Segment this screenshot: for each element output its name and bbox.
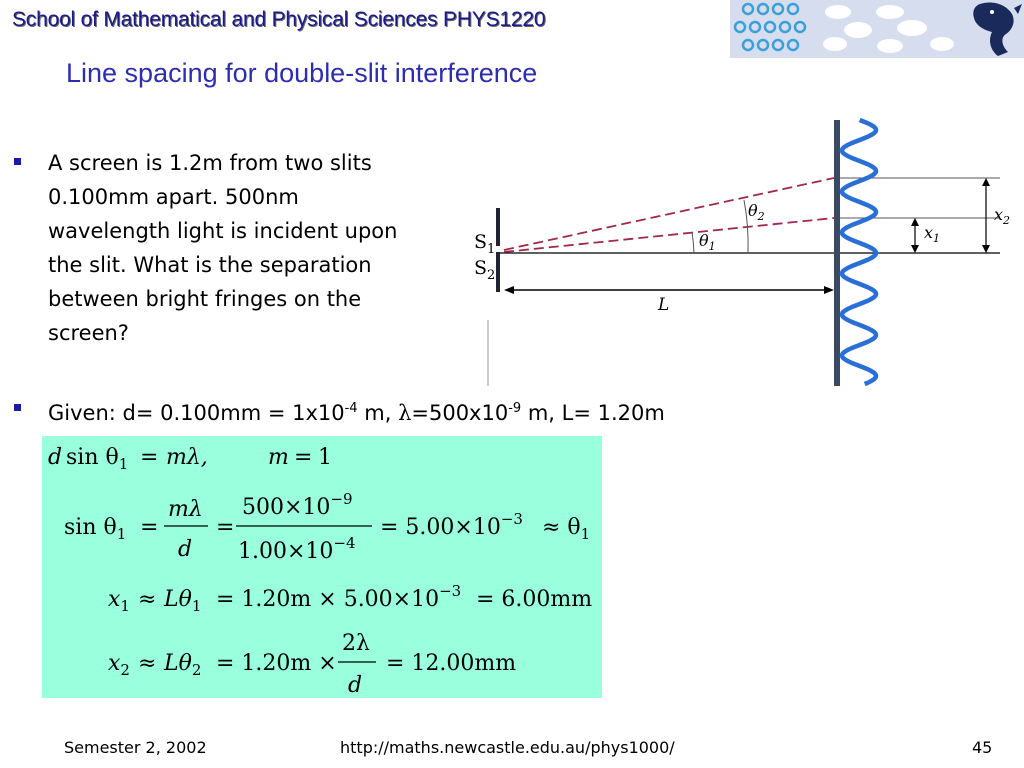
slit-barrier-bottom — [496, 252, 500, 292]
svg-text:=: = — [294, 445, 313, 470]
bullet-marker — [14, 404, 21, 411]
given-text: =500x10 — [411, 401, 509, 425]
logo-graphic — [730, 0, 1024, 58]
svg-text:Lθ1: $L\theta_1$ — [164, 587, 202, 615]
question-line-3: wavelength light is incident upon — [48, 219, 398, 243]
university-logo — [730, 0, 1024, 58]
theta1-arc — [692, 232, 694, 253]
theta1-label: $\theta_1$ — [699, 231, 716, 253]
arrowhead-right-icon — [824, 286, 834, 294]
L-label: L — [658, 295, 670, 315]
header-title: School of Mathematical and Physical Sciences PHYS1220 — [12, 8, 546, 31]
question-line-4: the slit. What is the separation — [48, 253, 372, 277]
intensity-pattern — [842, 120, 876, 384]
slit2-label: $S_2$ — [474, 257, 496, 283]
arrowhead-down-icon — [982, 245, 990, 253]
ray-theta1 — [504, 218, 834, 252]
svg-text:=: = — [140, 515, 159, 540]
svg-text:= 12.00mm: = 12.00mm — [386, 651, 517, 676]
question-line-5: between bright fringes on the — [48, 287, 362, 311]
bullet-question — [48, 146, 468, 350]
arrowhead-up-icon — [911, 218, 919, 226]
svg-text:x1: $x_1$ — [108, 587, 130, 615]
svg-text:2λ: 2λ — [342, 631, 370, 656]
footer-url[interactable]: http://maths.newcastle.edu.au/phys1000/ — [340, 738, 675, 757]
svg-text:=: = — [216, 515, 235, 540]
svg-text:d: d — [348, 673, 363, 698]
svg-text:mλ: mλ — [168, 497, 203, 522]
svg-text:d: d — [48, 445, 63, 470]
question-line-2: 0.100mm apart. 500nm — [48, 185, 299, 209]
svg-text:= 5.00×10−3: = $5.00\times 10^{-3}$ — [380, 510, 523, 540]
svg-text:Lθ2: $L\theta_2$ — [164, 651, 202, 679]
slit1-label: $S_1$ — [474, 231, 496, 257]
svg-text:m: m — [268, 445, 289, 470]
given-text: m, — [357, 401, 399, 425]
bullet-given — [48, 392, 808, 430]
slide-title: Line spacing for double-slit interference — [66, 58, 538, 88]
svg-text:500×10−9: $500\times 10^{-9}$ — [242, 490, 353, 520]
x2-label: $x_2$ — [994, 205, 1011, 227]
equation-2 — [64, 490, 590, 564]
arrowhead-up-icon — [982, 178, 990, 186]
slit-barrier-top — [496, 208, 500, 246]
question-line-6: screen? — [48, 321, 129, 345]
given-exp-d: -4 — [344, 401, 358, 416]
screen — [834, 120, 840, 386]
lambda-symbol: λ — [398, 401, 412, 425]
equation-1 — [48, 445, 332, 473]
given-text: m, L= 1.20m — [521, 401, 665, 425]
x1-label: $x_1$ — [924, 223, 941, 245]
svg-text:d: d — [178, 537, 193, 562]
equations-box — [42, 436, 602, 698]
svg-text:1: 1 — [318, 445, 332, 470]
bullet-marker — [14, 158, 21, 165]
footer-semester: Semester 2, 2002 — [64, 738, 207, 757]
arrowhead-left-icon — [504, 286, 514, 294]
page-number: 45 — [972, 738, 993, 757]
double-slit-diagram — [470, 116, 1024, 390]
equations-svg — [42, 436, 602, 698]
arrowhead-down-icon — [911, 245, 919, 253]
given-text: Given: d= 0.100mm = 1x10 — [48, 401, 345, 425]
svg-text:= 6.00mm: = 6.00mm — [476, 587, 593, 612]
svg-text:mλ,: mλ, — [166, 445, 208, 470]
svg-text:1.00×10−4: $1.00\times 10^{-4}$ — [238, 534, 356, 564]
svg-text:= 1.20m ×: = 1.20m × — [216, 651, 337, 676]
given-exp-lambda: -9 — [508, 401, 522, 416]
svg-text:x2: $x_2$ — [108, 651, 130, 679]
theta2-label: $\theta_2$ — [748, 201, 765, 223]
svg-text:≈: ≈ — [138, 587, 157, 612]
svg-text:sin θ1: $\sin \theta_1$ — [64, 515, 127, 543]
question-line-1: A screen is 1.2m from two slits — [48, 151, 372, 175]
svg-text:= 1.20m × 5.00×10−3: = $1.20m \times 5.00\times 10^{-3}$ — [216, 582, 462, 612]
svg-text:sin θ1: $\sin \theta_1$ — [66, 445, 129, 473]
ray-theta2 — [504, 178, 834, 250]
svg-text:≈ θ1: ≈ $\theta_1$ — [542, 515, 591, 543]
equation-4 — [108, 631, 516, 698]
svg-text:≈: ≈ — [138, 651, 157, 676]
svg-text:=: = — [140, 445, 159, 470]
equation-3 — [108, 582, 592, 615]
